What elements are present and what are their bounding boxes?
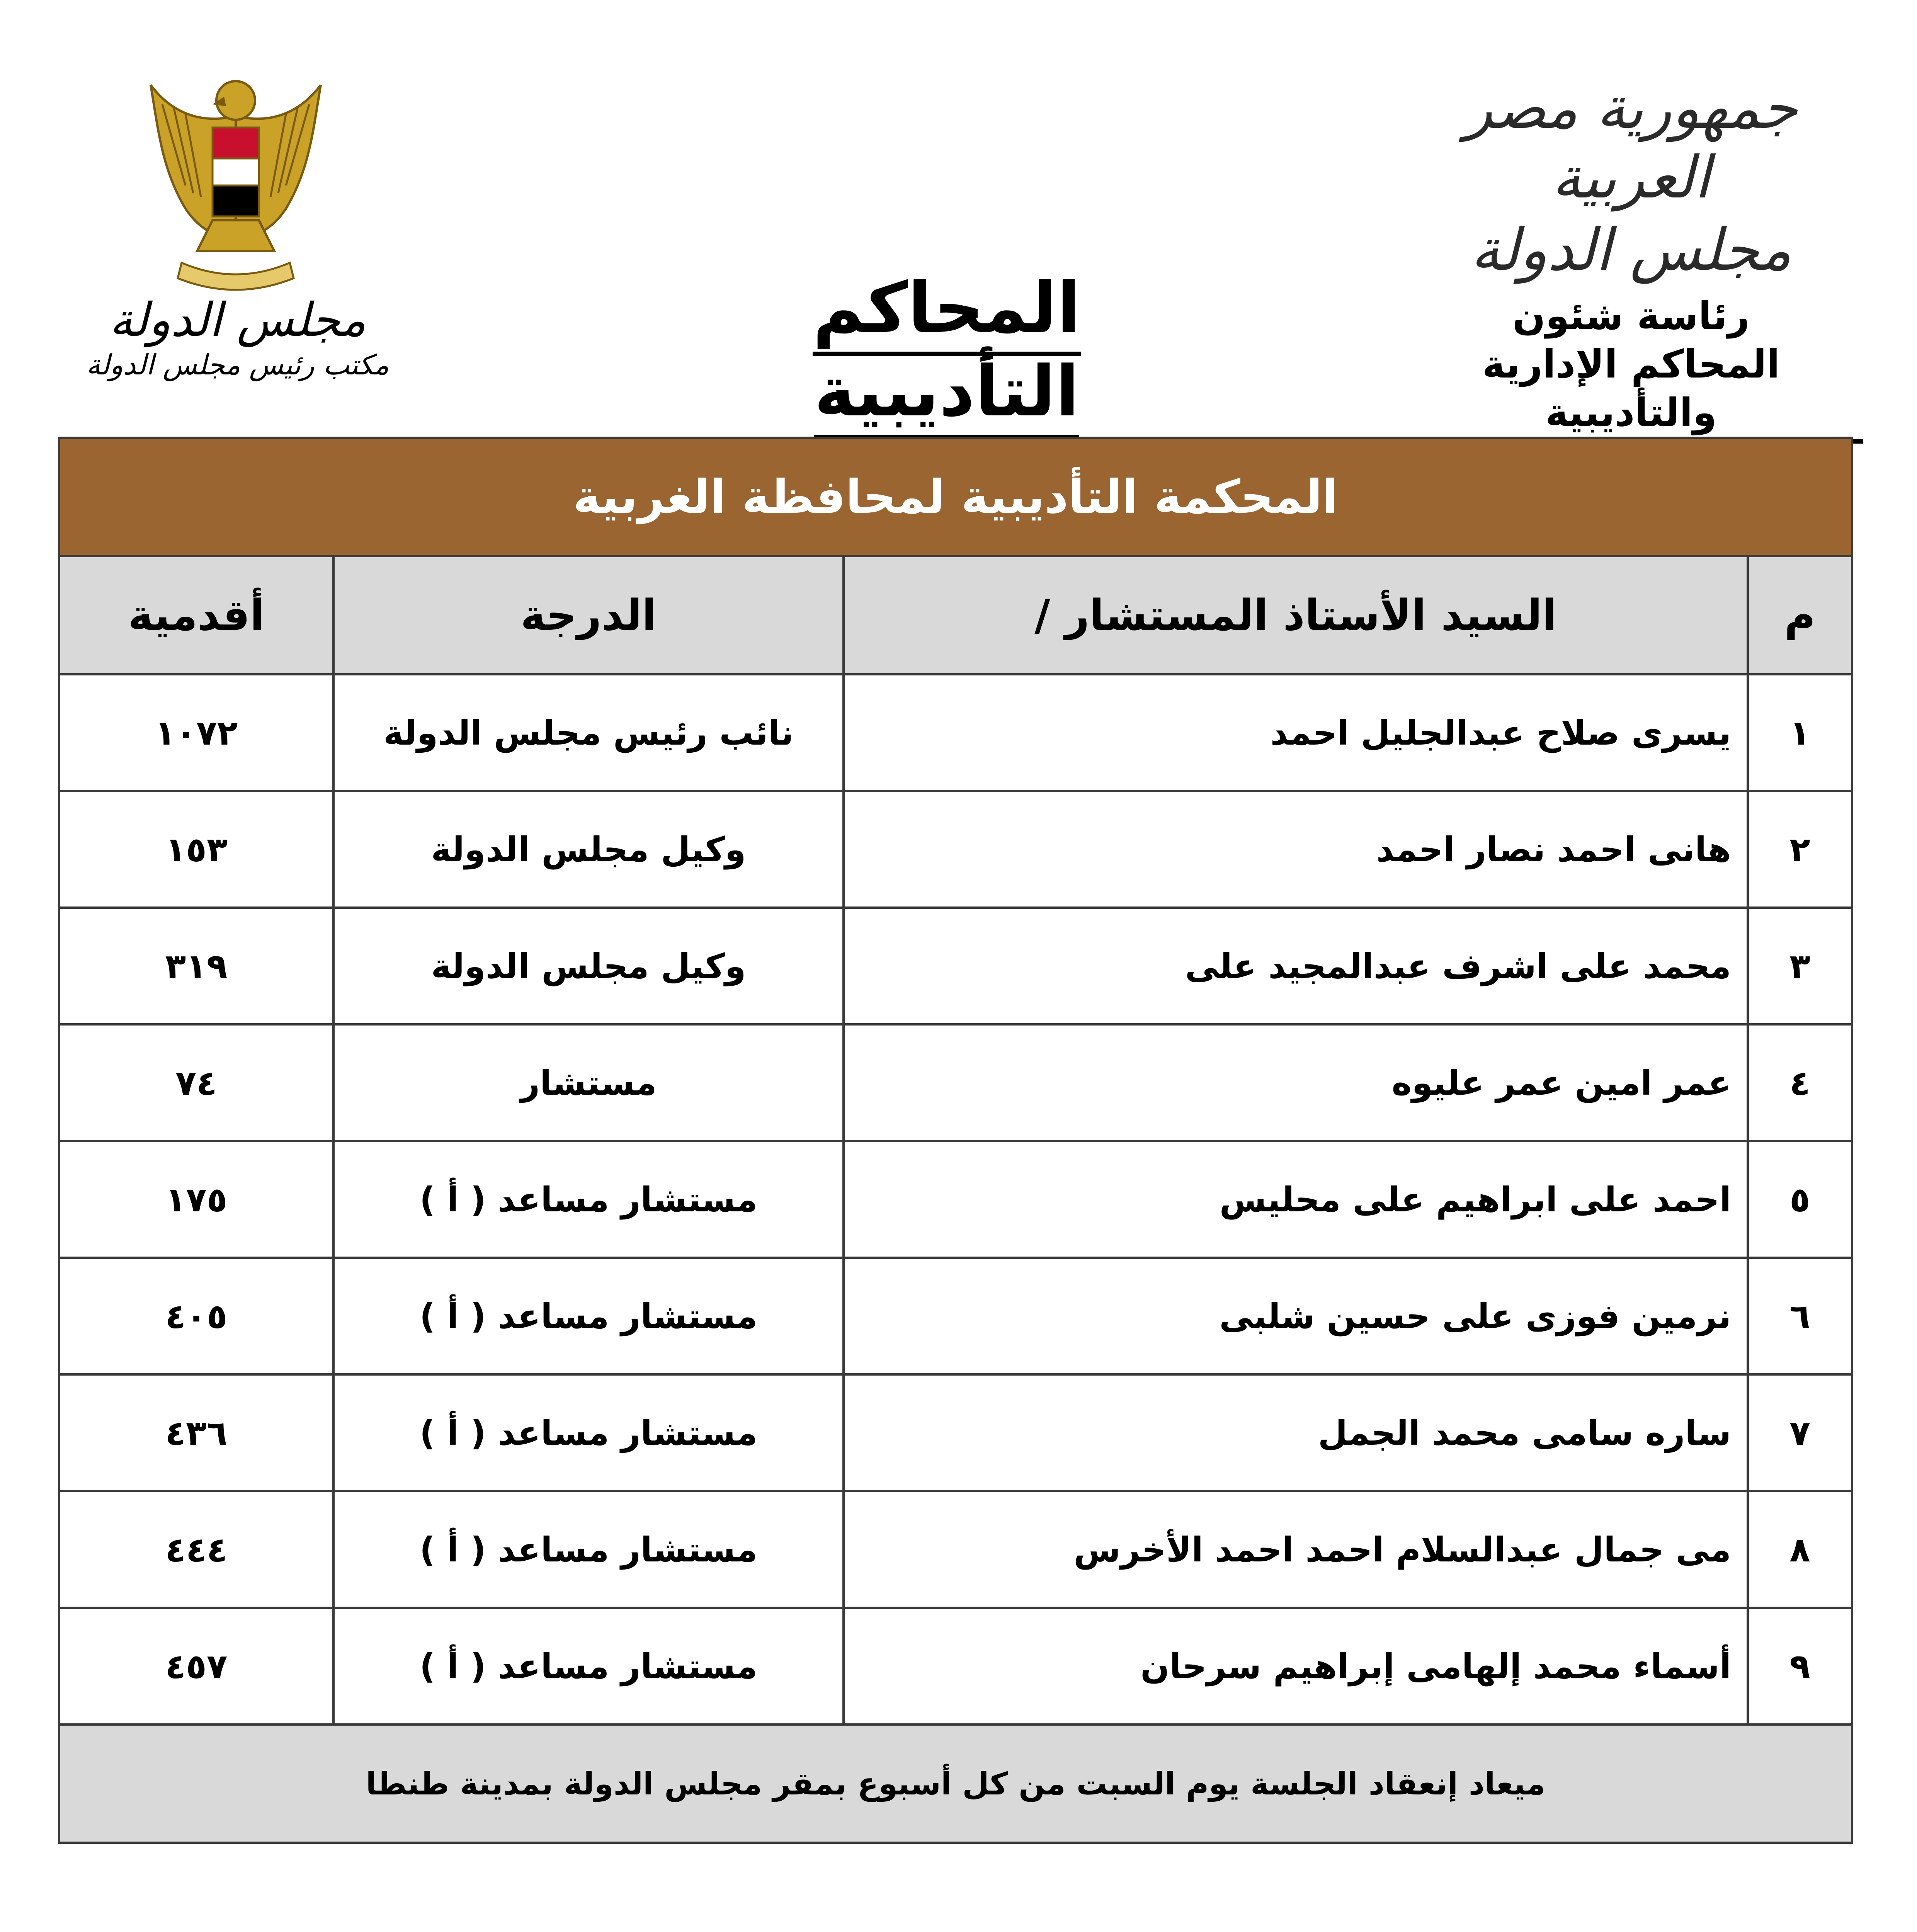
- table-row: [59, 791, 1852, 908]
- counselor-grade: مستشار مساعد ( أ ): [333, 1374, 844, 1491]
- courts-department-label: المحاكم الإدارية والتأديبية: [1399, 340, 1863, 444]
- council-name-left: مجلس الدولة: [109, 293, 366, 347]
- presidency-label: رئاسة شئون: [1512, 293, 1750, 338]
- counselor-seniority: ٤٤٤: [59, 1491, 333, 1608]
- table-row: [59, 1141, 1852, 1258]
- counselor-grade: مستشار: [333, 1024, 844, 1141]
- header-right-block: [1399, 73, 1863, 444]
- office-of-president-label: مكتب رئيس مجلس الدولة: [86, 349, 389, 381]
- row-number: ٨: [1748, 1491, 1852, 1608]
- counselor-seniority: ١٥٣: [59, 791, 333, 908]
- counselor-grade: نائب رئيس مجلس الدولة: [333, 674, 844, 791]
- counselor-name: ساره سامى محمد الجمل: [844, 1374, 1748, 1491]
- counselor-name: أسماء محمد إلهامى إبراهيم سرحان: [844, 1608, 1748, 1725]
- counselor-name: محمد على اشرف عبدالمجيد على: [844, 908, 1748, 1024]
- counselor-name: يسرى صلاح عبدالجليل احمد: [844, 674, 1748, 791]
- counselor-grade: وكيل مجلس الدولة: [333, 791, 844, 908]
- counselor-name: عمر امين عمر عليوه: [844, 1024, 1748, 1141]
- row-number: ٣: [1748, 908, 1852, 1024]
- column-header-seniority: أقدمية: [59, 556, 333, 674]
- row-number: ٥: [1748, 1141, 1852, 1258]
- country-name: جمهورية مصر العربية: [1465, 75, 1798, 211]
- counselor-seniority: ٤٥٧: [59, 1608, 333, 1725]
- row-number: ٤: [1748, 1024, 1852, 1141]
- counselor-grade: مستشار مساعد ( أ ): [333, 1608, 844, 1725]
- table-row: [59, 674, 1852, 791]
- row-number: ٩: [1748, 1608, 1852, 1725]
- counselor-seniority: ١٠٧٢: [59, 674, 333, 791]
- page-title-text: المحاكم التأديبية: [813, 268, 1080, 440]
- header-left-block: [54, 294, 421, 383]
- counselor-name: احمد على ابراهيم على محليس: [844, 1141, 1748, 1258]
- counselor-seniority: ٤٣٦: [59, 1374, 333, 1491]
- row-number: ٦: [1748, 1258, 1852, 1374]
- row-number: ٧: [1748, 1374, 1852, 1491]
- page-title: [715, 267, 1179, 434]
- row-number: ٢: [1748, 791, 1852, 908]
- session-note-row: [59, 1725, 1852, 1843]
- session-note: ميعاد إنعقاد الجلسة يوم السبت من كل أسبوع بمقر مجلس الدولة بمدينة طنطا: [59, 1725, 1852, 1843]
- row-number: ١: [1748, 674, 1852, 791]
- counselor-name: هانى احمد نصار احمد: [844, 791, 1748, 908]
- counselor-grade: مستشار مساعد ( أ ): [333, 1258, 844, 1374]
- counselor-grade: مستشار مساعد ( أ ): [333, 1491, 844, 1608]
- column-header-grade: الدرجة: [333, 556, 844, 674]
- counselor-grade: وكيل مجلس الدولة: [333, 908, 844, 1024]
- counselor-grade: مستشار مساعد ( أ ): [333, 1141, 844, 1258]
- table-row: [59, 908, 1852, 1024]
- table-row: [59, 1491, 1852, 1608]
- court-name: المحكمة التأديبية لمحافظة الغربية: [59, 438, 1852, 556]
- eagle-of-saladin-icon: [128, 70, 344, 301]
- column-header-name: السيد الأستاذ المستشار /: [844, 556, 1748, 674]
- table-row: [59, 1374, 1852, 1491]
- counselor-name: مى جمال عبدالسلام احمد احمد الأخرس: [844, 1491, 1748, 1608]
- column-header-no: م: [1748, 556, 1852, 674]
- counselor-seniority: ٣١٩: [59, 908, 333, 1024]
- table-header-row: [59, 556, 1852, 674]
- table-row: [59, 1024, 1852, 1141]
- counselor-seniority: ٧٤: [59, 1024, 333, 1141]
- counselor-name: نرمين فوزى على حسين شلبى: [844, 1258, 1748, 1374]
- court-members-table: [58, 437, 1853, 1844]
- table-row: [59, 1608, 1852, 1725]
- counselor-seniority: ١٧٥: [59, 1141, 333, 1258]
- table-row: [59, 1258, 1852, 1374]
- council-name: مجلس الدولة: [1470, 216, 1792, 284]
- counselor-seniority: ٤٠٥: [59, 1258, 333, 1374]
